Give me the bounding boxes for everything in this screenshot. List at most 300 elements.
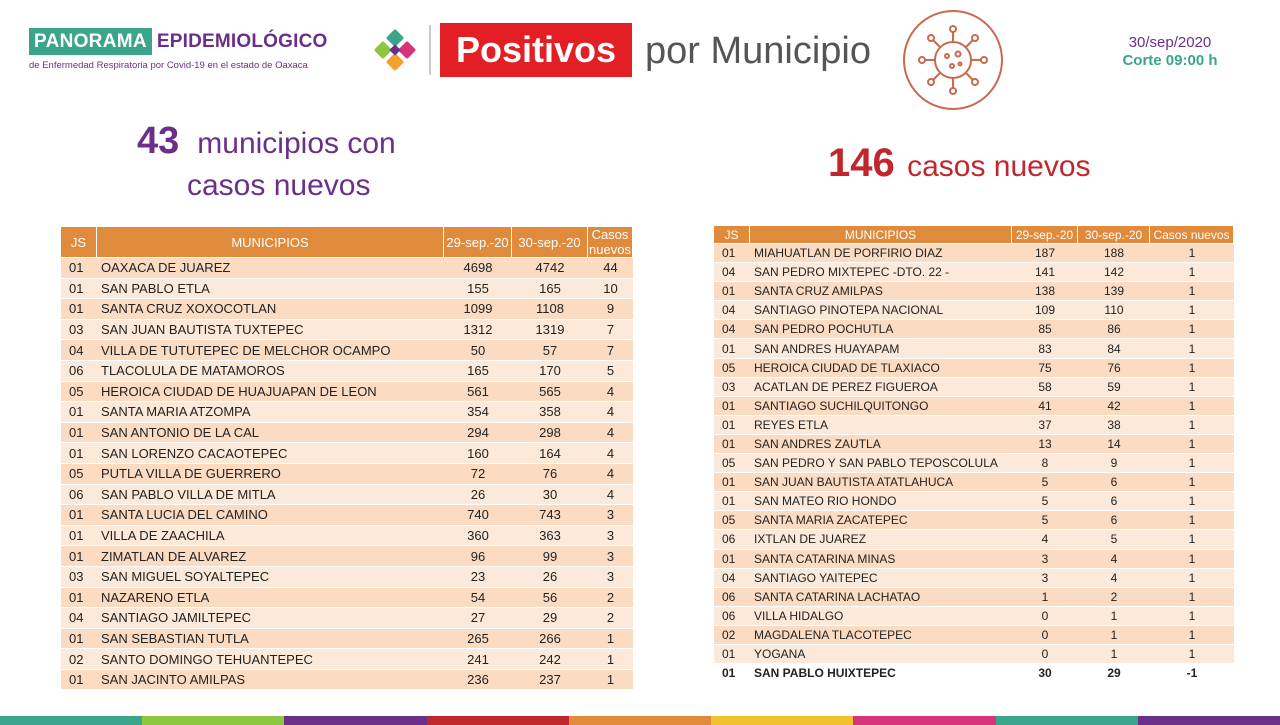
- cell-js: 01: [714, 645, 750, 663]
- strip-segment: [284, 716, 426, 725]
- table-row: [714, 569, 1234, 587]
- table-row: [714, 301, 1234, 319]
- cell-js: 04: [714, 569, 750, 587]
- cell-29-sep: 236: [444, 670, 512, 690]
- cell-29-sep: 109: [1012, 301, 1078, 319]
- brand-subtitle: de Enfermedad Respiratoria por Covid-19 en el estado de Oaxaca: [29, 60, 308, 71]
- cell-30-sep: 9: [1078, 454, 1150, 472]
- table-row: [61, 423, 633, 443]
- cell-29-sep: 141: [1012, 263, 1078, 281]
- cell-30-sep: 86: [1078, 320, 1150, 338]
- cell-municipio: TLACOLULA DE MATAMOROS: [97, 361, 444, 381]
- cell-casos-nuevos: 4: [588, 423, 633, 443]
- table-row: [61, 485, 633, 505]
- cell-29-sep: 50: [444, 340, 512, 360]
- casos-count: 146: [828, 141, 895, 185]
- table-row: [714, 511, 1234, 529]
- table-row: [61, 340, 633, 360]
- virus-icon: [903, 10, 1003, 110]
- col-date1: 29-sep.-20: [1012, 226, 1078, 243]
- cell-municipio: SAN LORENZO CACAOTEPEC: [97, 443, 444, 463]
- cell-js: 05: [714, 511, 750, 529]
- summary-line2: casos nuevos: [187, 169, 371, 202]
- cell-29-sep: 0: [1012, 626, 1078, 644]
- oaxaca-logo-icon: [371, 26, 419, 74]
- strip-segment: [711, 716, 853, 725]
- brand-epidemiologico: EPIDEMIOLÓGICO: [156, 31, 328, 52]
- cell-js: 06: [714, 530, 750, 548]
- table-row: [714, 588, 1234, 606]
- cell-casos-nuevos: 1: [1150, 626, 1234, 644]
- cell-29-sep: 30: [1012, 664, 1078, 682]
- table-row: [61, 670, 633, 690]
- cell-casos-nuevos: 1: [1150, 301, 1234, 319]
- cell-30-sep: 29: [1078, 664, 1150, 682]
- cell-29-sep: 5: [1012, 492, 1078, 510]
- cell-casos-nuevos: 3: [588, 526, 633, 546]
- cell-js: 03: [714, 378, 750, 396]
- cell-30-sep: 38: [1078, 416, 1150, 434]
- cell-29-sep: 4: [1012, 530, 1078, 548]
- cell-casos-nuevos: 1: [588, 670, 633, 690]
- cell-29-sep: 83: [1012, 339, 1078, 357]
- cell-municipio: SAN PEDRO MIXTEPEC -DTO. 22 -: [750, 263, 1012, 281]
- cell-municipio: PUTLA VILLA DE GUERRERO: [97, 464, 444, 484]
- col-js: JS: [61, 227, 97, 257]
- cell-30-sep: 1: [1078, 607, 1150, 625]
- cell-municipio: REYES ETLA: [750, 416, 1012, 434]
- cell-municipio: SAN ANTONIO DE LA CAL: [97, 423, 444, 443]
- cell-municipio: HEROICA CIUDAD DE HUAJUAPAN DE LEON: [97, 382, 444, 402]
- table-row: [714, 263, 1234, 281]
- cell-casos-nuevos: 3: [588, 505, 633, 525]
- cell-casos-nuevos: 1: [1150, 569, 1234, 587]
- cell-casos-nuevos: 4: [588, 382, 633, 402]
- cell-js: 04: [714, 320, 750, 338]
- cell-js: 01: [61, 588, 97, 608]
- cell-js: 06: [61, 485, 97, 505]
- table-row: [714, 435, 1234, 453]
- table-municipios-right: [714, 225, 1234, 683]
- cell-30-sep: 1319: [512, 320, 588, 340]
- cell-casos-nuevos: 1: [1150, 492, 1234, 510]
- cell-js: 01: [714, 664, 750, 682]
- cell-29-sep: 96: [444, 546, 512, 566]
- table-row: [61, 299, 633, 319]
- cell-29-sep: 13: [1012, 435, 1078, 453]
- cell-30-sep: 14: [1078, 435, 1150, 453]
- cell-casos-nuevos: 4: [588, 443, 633, 463]
- cell-casos-nuevos: 1: [1150, 359, 1234, 377]
- cell-casos-nuevos: 1: [588, 629, 633, 649]
- municipios-count: 43: [137, 120, 180, 162]
- cell-29-sep: 72: [444, 464, 512, 484]
- cell-29-sep: 1099: [444, 299, 512, 319]
- cell-casos-nuevos: 1: [1150, 454, 1234, 472]
- cell-municipio: SANTA MARIA ZACATEPEC: [750, 511, 1012, 529]
- table-row: [61, 464, 633, 484]
- cell-casos-nuevos: 3: [588, 567, 633, 587]
- cell-casos-nuevos: 4: [588, 485, 633, 505]
- cell-casos-nuevos: 1: [1150, 550, 1234, 568]
- cell-30-sep: 57: [512, 340, 588, 360]
- cell-municipio: SANTA CATARINA LACHATAO: [750, 588, 1012, 606]
- cell-municipio: ZIMATLAN DE ALVAREZ: [97, 546, 444, 566]
- cell-municipio: SAN PABLO ETLA: [97, 279, 444, 299]
- cell-js: 03: [61, 567, 97, 587]
- cell-js: 04: [714, 301, 750, 319]
- cell-30-sep: 363: [512, 526, 588, 546]
- cell-30-sep: 237: [512, 670, 588, 690]
- strip-segment: [853, 716, 995, 725]
- cell-municipio: SANTIAGO PINOTEPA NACIONAL: [750, 301, 1012, 319]
- cell-29-sep: 138: [1012, 282, 1078, 300]
- cell-29-sep: 155: [444, 279, 512, 299]
- cell-js: 01: [61, 443, 97, 463]
- cell-casos-nuevos: 1: [1150, 645, 1234, 663]
- cell-30-sep: 139: [1078, 282, 1150, 300]
- cell-js: 02: [61, 649, 97, 669]
- cell-29-sep: 187: [1012, 244, 1078, 262]
- cell-30-sep: 4742: [512, 258, 588, 278]
- table-row: [714, 378, 1234, 396]
- table-row: [714, 492, 1234, 510]
- cell-29-sep: 3: [1012, 569, 1078, 587]
- cell-municipio: ACATLAN DE PEREZ FIGUEROA: [750, 378, 1012, 396]
- cell-municipio: SAN PABLO HUIXTEPEC: [750, 664, 1012, 682]
- col-casos-nuevos: Casos nuevos: [1150, 226, 1234, 243]
- col-date2: 30-sep.-20: [1078, 226, 1150, 243]
- cell-30-sep: 76: [512, 464, 588, 484]
- cell-30-sep: 29: [512, 608, 588, 628]
- cell-municipio: VILLA DE TUTUTEPEC DE MELCHOR OCAMPO: [97, 340, 444, 360]
- cell-municipio: SAN PEDRO POCHUTLA: [750, 320, 1012, 338]
- cell-29-sep: 26: [444, 485, 512, 505]
- cell-js: 06: [61, 361, 97, 381]
- cell-30-sep: 165: [512, 279, 588, 299]
- cell-municipio: SAN MIGUEL SOYALTEPEC: [97, 567, 444, 587]
- table-row: [714, 282, 1234, 300]
- cell-js: 01: [61, 402, 97, 422]
- table-row: [714, 645, 1234, 663]
- table-row: [714, 339, 1234, 357]
- cell-30-sep: 565: [512, 382, 588, 402]
- table-row: [714, 320, 1234, 338]
- table-row: [714, 416, 1234, 434]
- col-date1: 29-sep.-20: [444, 227, 512, 257]
- cell-30-sep: 170: [512, 361, 588, 381]
- table-row: [714, 626, 1234, 644]
- cell-29-sep: 160: [444, 443, 512, 463]
- cell-casos-nuevos: 1: [1150, 588, 1234, 606]
- col-municipios: MUNICIPIOS: [750, 226, 1012, 243]
- table-row: [61, 567, 633, 587]
- cell-casos-nuevos: 1: [1150, 320, 1234, 338]
- cell-js: 01: [714, 416, 750, 434]
- cell-js: 01: [61, 423, 97, 443]
- cell-29-sep: 8: [1012, 454, 1078, 472]
- cell-casos-nuevos: 1: [1150, 378, 1234, 396]
- cell-30-sep: 30: [512, 485, 588, 505]
- cell-municipio: SAN ANDRES ZAUTLA: [750, 435, 1012, 453]
- cell-js: 05: [714, 454, 750, 472]
- cell-30-sep: 2: [1078, 588, 1150, 606]
- cell-30-sep: 5: [1078, 530, 1150, 548]
- cell-29-sep: 27: [444, 608, 512, 628]
- cell-municipio: SAN PABLO VILLA DE MITLA: [97, 485, 444, 505]
- cell-casos-nuevos: 1: [1150, 282, 1234, 300]
- cell-30-sep: 56: [512, 588, 588, 608]
- cell-30-sep: 4: [1078, 550, 1150, 568]
- cell-municipio: SAN JACINTO AMILPAS: [97, 670, 444, 690]
- cell-30-sep: 26: [512, 567, 588, 587]
- cell-js: 01: [61, 546, 97, 566]
- cell-casos-nuevos: 7: [588, 340, 633, 360]
- cell-casos-nuevos: 1: [1150, 435, 1234, 453]
- cell-30-sep: 743: [512, 505, 588, 525]
- page-title: por Municipio: [645, 30, 871, 72]
- cell-29-sep: 41: [1012, 397, 1078, 415]
- cell-casos-nuevos: 44: [588, 258, 633, 278]
- table-row: [61, 526, 633, 546]
- cell-29-sep: 354: [444, 402, 512, 422]
- cell-municipio: VILLA HIDALGO: [750, 607, 1012, 625]
- cell-30-sep: 142: [1078, 263, 1150, 281]
- summary-line1: municipios con: [197, 127, 396, 160]
- table-row: [61, 279, 633, 299]
- cell-js: 01: [714, 492, 750, 510]
- table-row: [714, 359, 1234, 377]
- cell-casos-nuevos: 5: [588, 361, 633, 381]
- table-row: [61, 382, 633, 402]
- cell-municipio: MAGDALENA TLACOTEPEC: [750, 626, 1012, 644]
- cell-municipio: SANTA CRUZ AMILPAS: [750, 282, 1012, 300]
- cell-30-sep: 242: [512, 649, 588, 669]
- bottom-color-strip: [0, 716, 1280, 725]
- strip-segment: [142, 716, 284, 725]
- summary-casos: [828, 140, 1091, 190]
- cell-municipio: SAN PEDRO Y SAN PABLO TEPOSCOLULA: [750, 454, 1012, 472]
- cell-municipio: SAN JUAN BAUTISTA ATATLAHUCA: [750, 473, 1012, 491]
- table-row: [61, 546, 633, 566]
- cell-js: 06: [714, 588, 750, 606]
- cell-29-sep: 1: [1012, 588, 1078, 606]
- strip-segment: [427, 716, 569, 725]
- cell-municipio: SANTO DOMINGO TEHUANTEPEC: [97, 649, 444, 669]
- positivos-badge: Positivos: [440, 23, 632, 77]
- table-row: [714, 473, 1234, 491]
- cell-30-sep: 42: [1078, 397, 1150, 415]
- table-row: [714, 607, 1234, 625]
- cell-29-sep: 740: [444, 505, 512, 525]
- cell-30-sep: 266: [512, 629, 588, 649]
- cell-js: 04: [714, 263, 750, 281]
- table-municipios-left: [61, 226, 633, 690]
- cell-js: 05: [714, 359, 750, 377]
- cell-29-sep: 54: [444, 588, 512, 608]
- cell-casos-nuevos: 4: [588, 402, 633, 422]
- cell-js: 01: [61, 299, 97, 319]
- cell-js: 01: [714, 473, 750, 491]
- cell-30-sep: 6: [1078, 492, 1150, 510]
- cell-30-sep: 6: [1078, 511, 1150, 529]
- cell-30-sep: 188: [1078, 244, 1150, 262]
- cell-casos-nuevos: 3: [588, 546, 633, 566]
- cell-29-sep: 241: [444, 649, 512, 669]
- cell-js: 03: [61, 320, 97, 340]
- cell-casos-nuevos: -1: [1150, 664, 1234, 682]
- cell-casos-nuevos: 1: [1150, 397, 1234, 415]
- table-row: [61, 608, 633, 628]
- cell-municipio: YOGANA: [750, 645, 1012, 663]
- cell-29-sep: 1312: [444, 320, 512, 340]
- cell-js: 04: [61, 608, 97, 628]
- cell-29-sep: 58: [1012, 378, 1078, 396]
- cell-js: 01: [61, 629, 97, 649]
- cell-js: 01: [61, 505, 97, 525]
- cell-30-sep: 59: [1078, 378, 1150, 396]
- table-row: [61, 649, 633, 669]
- table-row: [61, 505, 633, 525]
- cell-municipio: NAZARENO ETLA: [97, 588, 444, 608]
- cell-29-sep: 23: [444, 567, 512, 587]
- cell-js: 04: [61, 340, 97, 360]
- cell-js: 01: [714, 339, 750, 357]
- table-row: [61, 443, 633, 463]
- cell-casos-nuevos: 9: [588, 299, 633, 319]
- cell-municipio: SAN SEBASTIAN TUTLA: [97, 629, 444, 649]
- cell-29-sep: 561: [444, 382, 512, 402]
- brand-panorama: PANORAMA: [29, 28, 152, 55]
- cell-30-sep: 164: [512, 443, 588, 463]
- cell-js: 01: [714, 435, 750, 453]
- header-divider: [429, 25, 431, 75]
- report-cut-time: Corte 09:00 h: [1122, 52, 1218, 69]
- cell-30-sep: 358: [512, 402, 588, 422]
- cell-30-sep: 6: [1078, 473, 1150, 491]
- col-municipios: MUNICIPIOS: [97, 227, 444, 257]
- cell-30-sep: 1: [1078, 626, 1150, 644]
- table-row: [714, 397, 1234, 415]
- cell-30-sep: 4: [1078, 569, 1150, 587]
- cell-30-sep: 298: [512, 423, 588, 443]
- cell-casos-nuevos: 7: [588, 320, 633, 340]
- cell-municipio: SANTA CATARINA MINAS: [750, 550, 1012, 568]
- cell-municipio: SAN ANDRES HUAYAPAM: [750, 339, 1012, 357]
- cell-29-sep: 0: [1012, 607, 1078, 625]
- brand-logo: [29, 28, 369, 76]
- cell-municipio: SAN MATEO RIO HONDO: [750, 492, 1012, 510]
- cell-municipio: SANTA LUCIA DEL CAMINO: [97, 505, 444, 525]
- table-row: [714, 454, 1234, 472]
- strip-segment: [0, 716, 142, 725]
- strip-segment: [1138, 716, 1280, 725]
- cell-js: 01: [61, 670, 97, 690]
- report-date: 30/sep/2020: [1128, 34, 1212, 51]
- summary-casos-text: casos nuevos: [907, 150, 1091, 183]
- strip-segment: [569, 716, 711, 725]
- cell-30-sep: 99: [512, 546, 588, 566]
- cell-municipio: SANTA CRUZ XOXOCOTLAN: [97, 299, 444, 319]
- cell-29-sep: 360: [444, 526, 512, 546]
- cell-30-sep: 110: [1078, 301, 1150, 319]
- cell-casos-nuevos: 1: [1150, 339, 1234, 357]
- cell-municipio: VILLA DE ZAACHILA: [97, 526, 444, 546]
- cell-js: 01: [61, 526, 97, 546]
- cell-municipio: IXTLAN DE JUAREZ: [750, 530, 1012, 548]
- cell-casos-nuevos: 1: [1150, 511, 1234, 529]
- strip-segment: [996, 716, 1138, 725]
- table-row: [61, 402, 633, 422]
- col-casos-nuevos: Casos nuevos: [588, 227, 633, 257]
- cell-municipio: HEROICA CIUDAD DE TLAXIACO: [750, 359, 1012, 377]
- cell-29-sep: 5: [1012, 511, 1078, 529]
- cell-js: 01: [714, 397, 750, 415]
- cell-30-sep: 76: [1078, 359, 1150, 377]
- cell-municipio: MIAHUATLAN DE PORFIRIO DIAZ: [750, 244, 1012, 262]
- cell-js: 05: [61, 382, 97, 402]
- cell-29-sep: 3: [1012, 550, 1078, 568]
- cell-municipio: SANTA MARIA ATZOMPA: [97, 402, 444, 422]
- summary-municipios: [137, 120, 457, 207]
- cell-casos-nuevos: 1: [1150, 473, 1234, 491]
- cell-municipio: SAN JUAN BAUTISTA TUXTEPEC: [97, 320, 444, 340]
- cell-casos-nuevos: 4: [588, 464, 633, 484]
- cell-30-sep: 1: [1078, 645, 1150, 663]
- cell-js: 02: [714, 626, 750, 644]
- cell-30-sep: 84: [1078, 339, 1150, 357]
- cell-29-sep: 4698: [444, 258, 512, 278]
- cell-29-sep: 85: [1012, 320, 1078, 338]
- cell-29-sep: 165: [444, 361, 512, 381]
- cell-30-sep: 1108: [512, 299, 588, 319]
- table-row: [714, 664, 1234, 682]
- table-row: [61, 588, 633, 608]
- cell-casos-nuevos: 1: [1150, 530, 1234, 548]
- cell-29-sep: 37: [1012, 416, 1078, 434]
- table-row: [714, 550, 1234, 568]
- cell-js: 01: [61, 279, 97, 299]
- cell-casos-nuevos: 1: [1150, 416, 1234, 434]
- cell-29-sep: 0: [1012, 645, 1078, 663]
- cell-municipio: SANTIAGO SUCHILQUITONGO: [750, 397, 1012, 415]
- table-row: [61, 629, 633, 649]
- table-row: [714, 244, 1234, 262]
- cell-casos-nuevos: 1: [1150, 607, 1234, 625]
- cell-js: 01: [61, 258, 97, 278]
- cell-casos-nuevos: 1: [1150, 263, 1234, 281]
- cell-casos-nuevos: 2: [588, 588, 633, 608]
- cell-casos-nuevos: 10: [588, 279, 633, 299]
- cell-municipio: OAXACA DE JUAREZ: [97, 258, 444, 278]
- cell-municipio: SANTIAGO JAMILTEPEC: [97, 608, 444, 628]
- col-date2: 30-sep.-20: [512, 227, 588, 257]
- cell-casos-nuevos: 1: [588, 649, 633, 669]
- cell-municipio: SANTIAGO YAITEPEC: [750, 569, 1012, 587]
- cell-js: 06: [714, 607, 750, 625]
- cell-casos-nuevos: 1: [1150, 244, 1234, 262]
- cell-29-sep: 75: [1012, 359, 1078, 377]
- cell-js: 01: [714, 282, 750, 300]
- col-js: JS: [714, 226, 750, 243]
- cell-29-sep: 265: [444, 629, 512, 649]
- table-row: [61, 258, 633, 278]
- cell-js: 01: [714, 244, 750, 262]
- table-row: [61, 320, 633, 340]
- cell-29-sep: 5: [1012, 473, 1078, 491]
- cell-js: 05: [61, 464, 97, 484]
- table-row: [61, 361, 633, 381]
